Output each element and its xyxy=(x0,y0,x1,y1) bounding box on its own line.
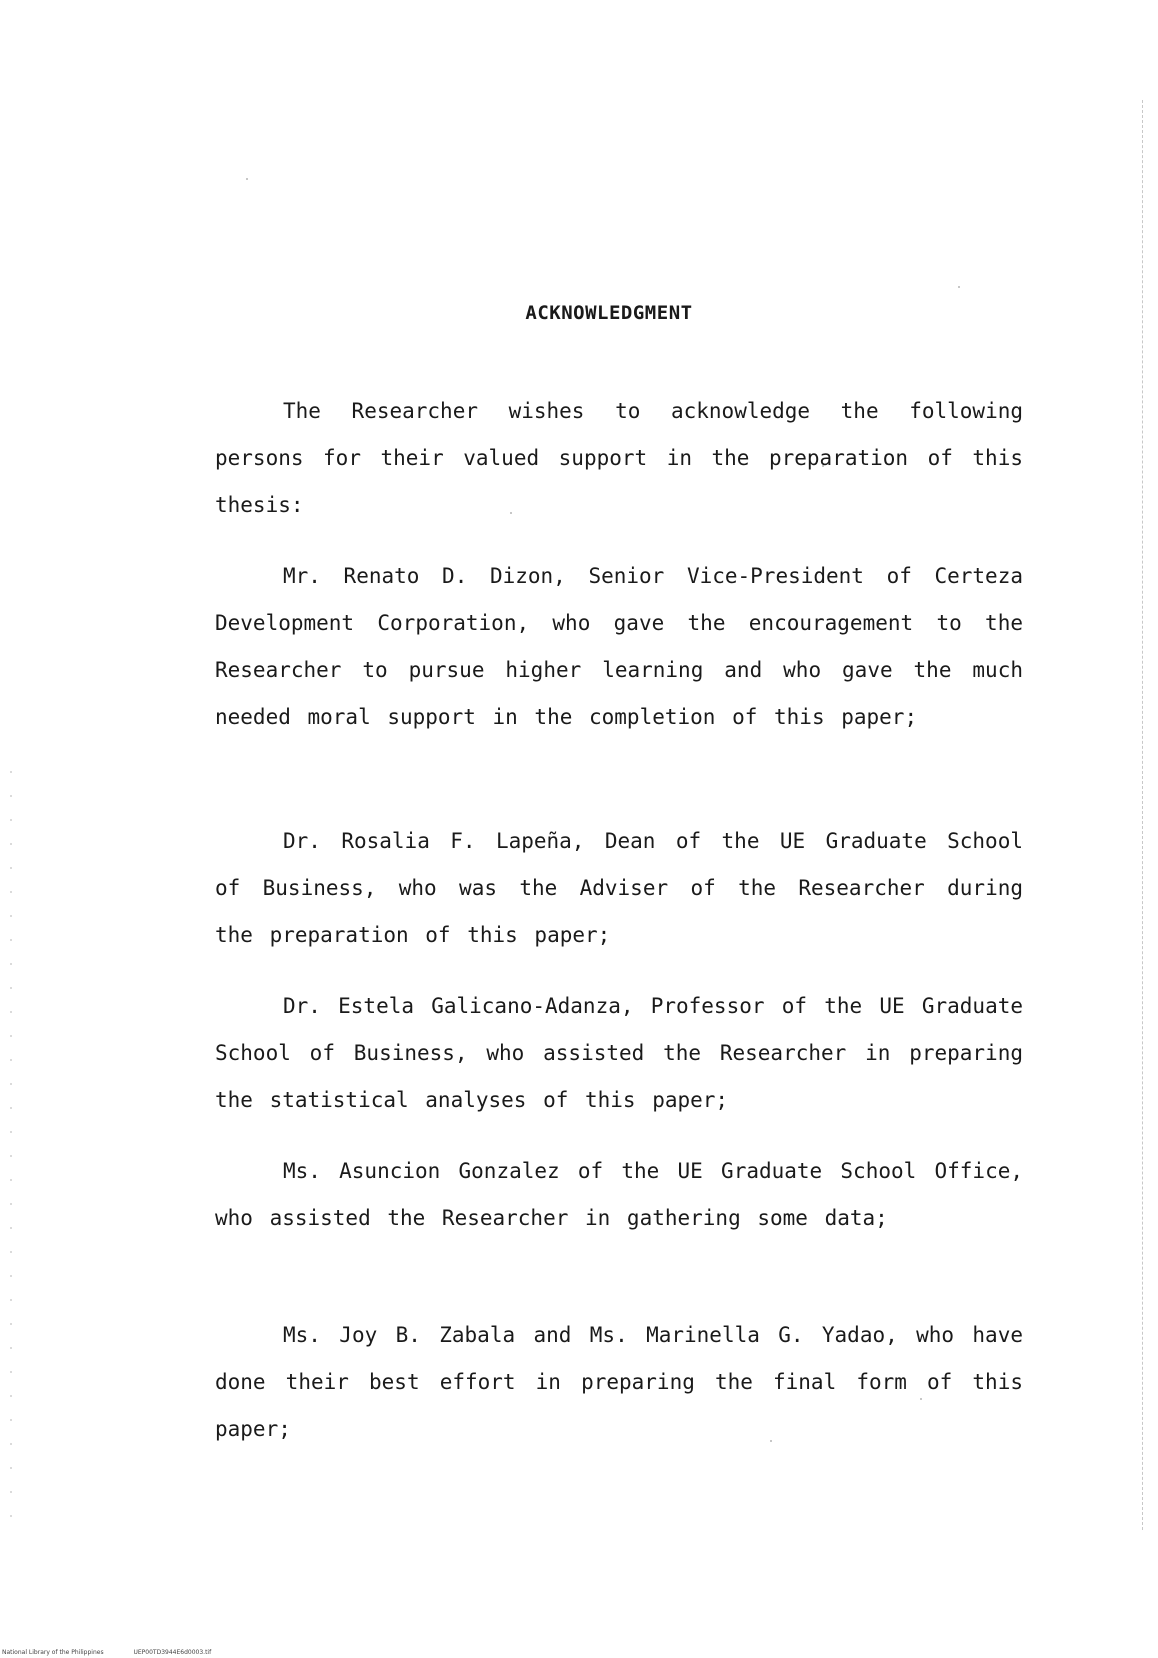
page-title: ACKNOWLEDGMENT xyxy=(525,302,693,324)
intro-paragraph: The Researcher wishes to acknowledge the following persons for their valued support in the preparation of this thesis: xyxy=(215,399,1023,517)
acknowledgment-paragraph-dizon: Mr. Renato D. Dizon, Senior Vice-President of Certeza Development Corporation, who gave the encouragement to the Researcher to pursue higher learning and who gave the much needed moral support in the completion of this paper; xyxy=(215,564,1023,729)
acknowledgment-paragraph-gonzalez: Ms. Asuncion Gonzalez of the UE Graduate School Office, who assisted the Researcher in gathering some data; xyxy=(215,1159,1023,1230)
scan-speck xyxy=(246,178,248,180)
scan-speck xyxy=(958,286,960,288)
scan-edge-specks xyxy=(6,760,16,1520)
footer-library-name: National Library of the Philippines xyxy=(2,1649,104,1656)
acknowledgment-paragraph-zabala-yadao: Ms. Joy B. Zabala and Ms. Marinella G. Yadao, who have done their best effort in preparing the final form of this paper; xyxy=(215,1323,1023,1441)
acknowledgment-paragraph-adanza: Dr. Estela Galicano-Adanza, Professor of the UE Graduate School of Business, who assisted the Researcher in preparing the statistical analyses of this paper; xyxy=(215,994,1023,1112)
footer-file-id: UEP00TD3944E6d0003.tif xyxy=(133,1649,212,1656)
acknowledgment-paragraph-lapena: Dr. Rosalia F. Lapeña, Dean of the UE Graduate School of Business, who was the Adviser of the Researcher during the preparation of this paper; xyxy=(215,829,1023,947)
scan-footer xyxy=(2,1649,239,1656)
